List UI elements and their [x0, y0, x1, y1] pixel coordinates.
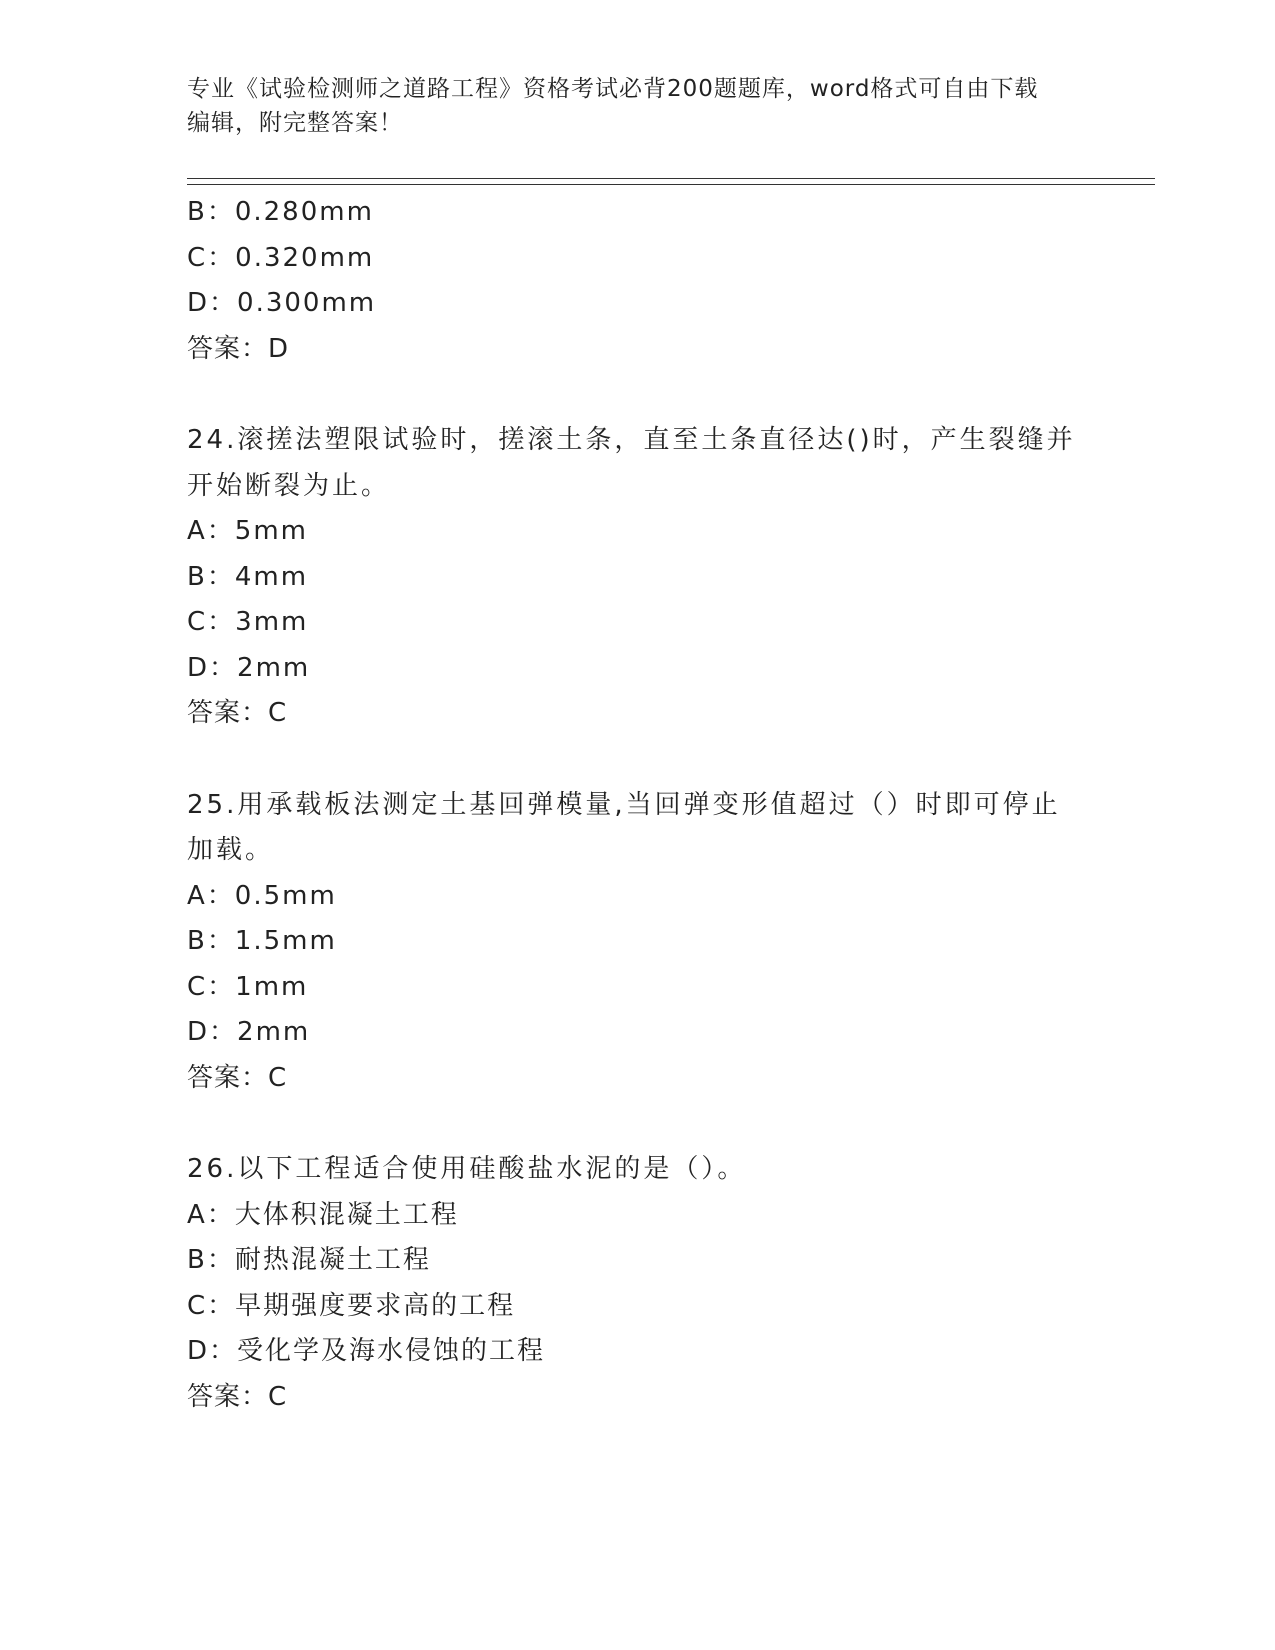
question-text-line-2: 开始断裂为止。	[187, 470, 391, 501]
header-title-line-2: 编辑，附完整答案！	[187, 110, 403, 136]
answer: 答案：D	[187, 333, 290, 364]
spacer	[187, 372, 1087, 418]
option-c: C：0.320mm	[187, 242, 375, 273]
spacer	[187, 737, 1087, 783]
option-b: B：0.280mm	[187, 197, 374, 227]
header-title-line-1: 专业《试验检测师之道路工程》资格考试必背200题题库，word格式可自由下载	[187, 76, 1039, 102]
answer: 答案：C	[187, 698, 288, 728]
option-d: D：2mm	[187, 1017, 311, 1047]
question-text-line-1: 24.滚搓法塑限试验时，搓滚土条，直至土条直径达()时，产生裂缝并	[187, 425, 1076, 455]
option-c: C：早期强度要求高的工程	[187, 1290, 516, 1321]
option-c: C：1mm	[187, 971, 309, 1002]
question-text-line-1: 25.用承载板法测定土基回弹模量,当回弹变形值超过（）时即可停止	[187, 789, 1061, 820]
option-d: D：0.300mm	[187, 288, 377, 318]
question-25	[187, 783, 1087, 1102]
question-text-line-2: 加载。	[187, 835, 275, 865]
spacer	[187, 1101, 1087, 1147]
question-23-tail	[187, 190, 1087, 372]
option-d: D：2mm	[187, 652, 311, 683]
option-b: B：1.5mm	[187, 926, 337, 956]
option-b: B：耐热混凝土工程	[187, 1245, 431, 1275]
header-divider	[187, 178, 1155, 185]
question-24	[187, 418, 1087, 737]
document-header	[187, 72, 1087, 140]
option-a: A：大体积混凝土工程	[187, 1199, 459, 1230]
question-list	[187, 190, 1087, 1420]
option-a: A：0.5mm	[187, 880, 337, 911]
question-text-line-1: 26.以下工程适合使用硅酸盐水泥的是（）。	[187, 1154, 747, 1184]
question-26	[187, 1147, 1087, 1420]
option-a: A：5mm	[187, 516, 308, 546]
answer: 答案：C	[187, 1062, 288, 1093]
option-d: D：受化学及海水侵蚀的工程	[187, 1336, 546, 1366]
option-b: B：4mm	[187, 561, 309, 592]
answer: 答案：C	[187, 1381, 288, 1412]
option-c: C：3mm	[187, 607, 309, 637]
